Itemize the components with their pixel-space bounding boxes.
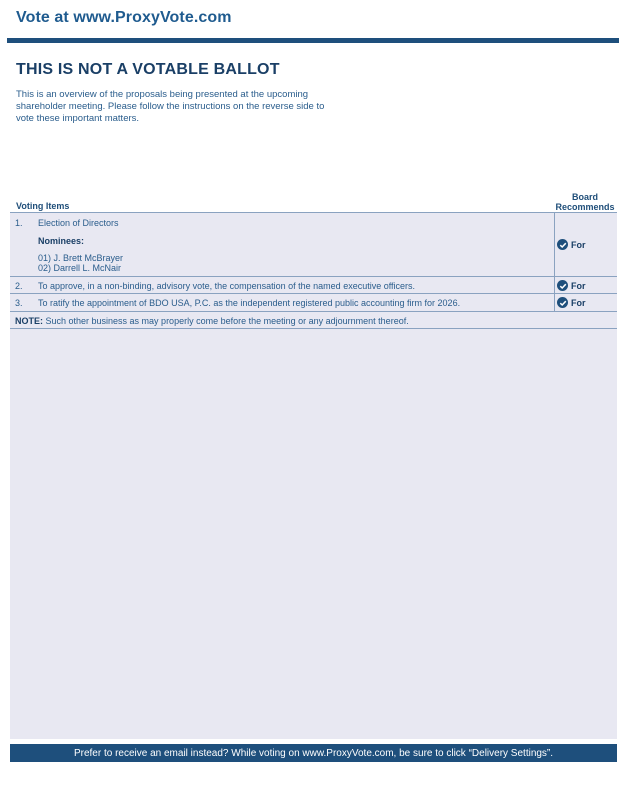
- footer-banner: [10, 744, 617, 762]
- board-recommends-line2: Recommends: [555, 202, 615, 212]
- header-vote-url[interactable]: Vote at www.ProxyVote.com: [16, 9, 232, 26]
- item-2-recommendation: [557, 280, 586, 291]
- page-title: THIS IS NOT A VOTABLE BALLOT: [16, 61, 280, 78]
- board-recommends-header: [554, 192, 616, 212]
- row-divider: [10, 328, 617, 329]
- note-line: [15, 316, 409, 326]
- item-1-text: Election of Directors: [38, 218, 119, 228]
- row-divider: [10, 276, 617, 277]
- item-2-number: 2.: [15, 281, 23, 291]
- item-3-recommendation-label: For: [571, 297, 586, 308]
- footer-text[interactable]: Prefer to receive an email instead? While voting on www.ProxyVote.com, be sure to click “Delivery Settings”.: [73, 747, 554, 759]
- voting-items-panel: [10, 212, 617, 739]
- item-3-text: To ratify the appointment of BDO USA, P.C. as the independent registered public accounting firm for 2026.: [38, 298, 461, 308]
- row-divider: [10, 293, 617, 294]
- nominee-2: 02) Darrell L. McNair: [38, 263, 122, 273]
- check-circle-icon: [557, 280, 568, 291]
- note-text: Such other business as may properly come before the meeting or any adjournment thereof.: [43, 316, 409, 326]
- item-1-number: 1.: [15, 218, 23, 228]
- item-1-recommendation: [557, 239, 586, 250]
- intro-paragraph: This is an overview of the proposals being presented at the upcoming shareholder meeting. Please follow the instructions on the reverse side to vote these important matters.: [16, 89, 325, 124]
- check-circle-icon: [557, 239, 568, 250]
- row-divider: [10, 311, 617, 312]
- check-circle-icon: [557, 297, 568, 308]
- item-1-recommendation-label: For: [571, 239, 586, 250]
- nominees-label: Nominees:: [38, 236, 85, 246]
- item-3-number: 3.: [15, 298, 23, 308]
- item-2-recommendation-label: For: [571, 280, 586, 291]
- item-3-recommendation: [557, 297, 586, 308]
- item-2-text: To approve, in a non-binding, advisory vote, the compensation of the named executive officers.: [38, 281, 416, 291]
- board-recommends-line1: Board: [571, 192, 598, 202]
- note-label: NOTE:: [15, 316, 43, 326]
- voting-items-header: Voting Items: [16, 201, 70, 211]
- header-divider: [7, 38, 619, 43]
- nominee-1: 01) J. Brett McBrayer: [38, 253, 124, 263]
- recommendation-column-divider: [554, 213, 555, 311]
